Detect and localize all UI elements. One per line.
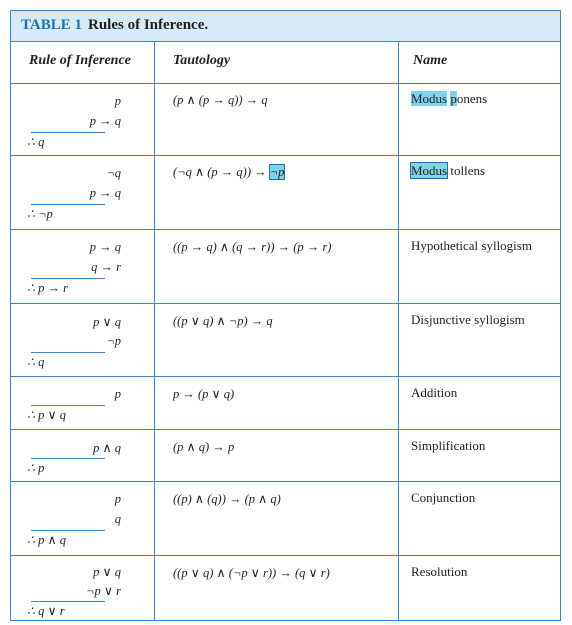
table-row — [11, 481, 560, 556]
premise: ¬p ∨ r — [86, 584, 121, 598]
rules-of-inference-table — [10, 10, 561, 621]
tautology: (¬q ∧ (p → q)) → ¬p — [173, 165, 285, 179]
conclusion: ∴ p ∨ q — [27, 408, 66, 422]
table-row — [11, 429, 560, 482]
rule-name: Resolution — [411, 564, 468, 579]
inference-line — [31, 132, 105, 133]
premise: p → q — [89, 186, 121, 200]
premise: p → q — [89, 114, 121, 128]
table-title-text: Rules of Inference. — [88, 17, 209, 33]
header-tautology: Tautology — [173, 53, 231, 68]
premise: p — [114, 387, 121, 401]
rule-name: Hypothetical syllogism — [411, 238, 532, 253]
premise: p ∨ q — [93, 315, 121, 329]
conclusion: ∴ ¬p — [27, 207, 53, 221]
premise: ¬q — [106, 166, 121, 180]
premise: q → r — [91, 260, 121, 274]
rule-name: Conjunction — [411, 490, 476, 505]
rule-name: Disjunctive syllogism — [411, 312, 525, 327]
inference-line — [31, 601, 105, 602]
inference-line — [31, 352, 105, 353]
premise: p ∧ q — [93, 441, 121, 455]
table-row — [11, 303, 560, 377]
tautology: ((p → q) ∧ (q → r)) → (p → r) — [173, 240, 332, 254]
premise: p ∨ q — [93, 565, 121, 579]
tautology: ((p ∨ q) ∧ (¬p ∨ r)) → (q ∨ r) — [173, 566, 330, 580]
highlight-p: p — [450, 91, 457, 106]
conclusion: ∴ p ∧ q — [27, 533, 66, 547]
highlight-not-p: ¬p — [269, 165, 285, 179]
table-row — [11, 155, 560, 230]
table-title-bar — [11, 11, 560, 42]
table-title — [21, 17, 208, 34]
inference-line — [31, 458, 105, 459]
tautology: ((p ∨ q) ∧ ¬p) → q — [173, 314, 273, 328]
tautology: (p ∧ q) → p — [173, 440, 235, 454]
conclusion: ∴ q — [27, 355, 45, 369]
highlight-modus: Modus — [411, 163, 448, 178]
table-row — [11, 83, 560, 156]
premise: ¬p — [106, 334, 121, 348]
tautology: ((p) ∧ (q)) → (p ∧ q) — [173, 492, 281, 506]
table-row — [11, 555, 560, 621]
premise: q — [114, 512, 121, 526]
conclusion: ∴ q ∨ r — [27, 604, 65, 618]
conclusion: ∴ p → r — [27, 281, 68, 295]
rule-name: Modus ponens — [411, 91, 488, 106]
header-name: Name — [413, 53, 448, 68]
table-label: TABLE 1 — [21, 17, 82, 33]
rule-name: Simplification — [411, 438, 486, 453]
conclusion: ∴ p — [27, 461, 45, 475]
inference-line — [31, 278, 105, 279]
premise: p — [114, 94, 121, 108]
inference-line — [31, 530, 105, 531]
header-rule-of-inference: Rule of Inference — [29, 53, 131, 68]
rule-name: Addition — [411, 385, 458, 400]
inference-line — [31, 405, 105, 406]
premise: p — [114, 492, 121, 506]
premise: p → q — [89, 240, 121, 254]
rule-name: Modus tollens — [411, 163, 486, 178]
table-row — [11, 376, 560, 430]
table-row — [11, 229, 560, 304]
highlight-modus: Modus — [411, 91, 448, 106]
tautology: p → (p ∨ q) — [173, 387, 235, 401]
conclusion: ∴ q — [27, 135, 45, 149]
inference-line — [31, 204, 105, 205]
tautology: (p ∧ (p → q)) → q — [173, 93, 268, 107]
